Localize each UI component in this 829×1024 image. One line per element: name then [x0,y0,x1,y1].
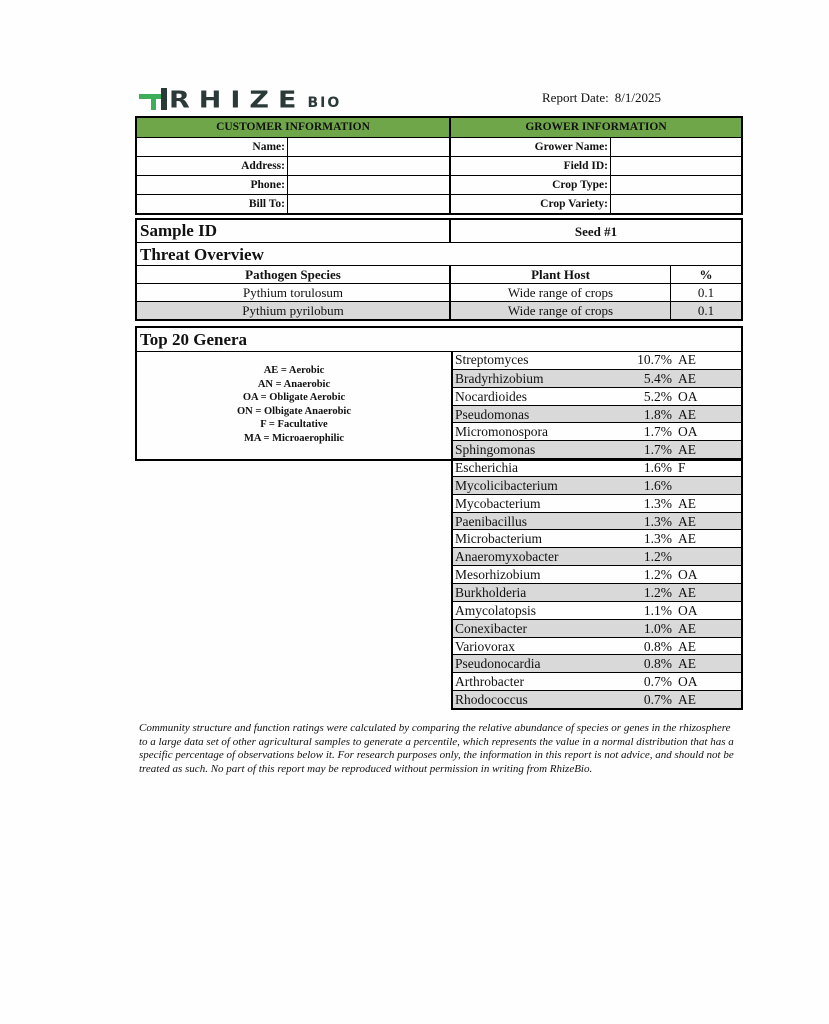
genus-percent: 0.7% [643,692,672,708]
genus-oxygen-type: F [678,460,686,476]
genus-percent: 5.2% [643,388,672,404]
legend-item: ON = Olbigate Anaerobic [237,405,351,417]
legend-item: MA = Microaerophilic [243,432,345,444]
genus-oxygen-type: AE [678,370,696,386]
grower-heading: GROWER INFORMATION [525,121,667,133]
genera-row [453,619,741,637]
plant-host: Wide range of crops [451,284,671,301]
genera-row [453,422,741,440]
genus-percent: 5.4% [643,370,672,386]
phone-label: Phone: [137,176,288,194]
logo-sub: BIO [307,95,342,111]
genus-oxygen-type: AE [678,531,696,547]
genus-oxygen-type: AE [678,495,696,511]
genus-percent: 10.7% [637,352,672,367]
genus-oxygen-type: OA [678,602,698,618]
genus-oxygen-type: AE [678,584,696,600]
genera-row [453,547,741,565]
genus-name: Bradyrhizobium [455,370,544,386]
name-label: Name: [137,138,288,156]
crop-variety-label: Crop Variety: [451,195,611,213]
genus-oxygen-type: AE [678,352,696,367]
genus-oxygen-type [672,548,678,565]
genus-name: Mesorhizobium [455,567,541,583]
genus-oxygen-type: AE [678,513,696,529]
genus-percent: 1.3% [643,513,672,529]
genus-oxygen-type: AE [678,406,696,422]
crop-type-label: Crop Type: [451,176,611,194]
genus-percent: 1.3% [643,495,672,511]
genera-row [453,583,741,601]
genus-oxygen-type: OA [678,567,698,583]
genus-name: Rhodococcus [455,692,528,708]
genus-percent: 0.8% [643,638,672,654]
genera-row [453,369,741,387]
genus-name: Mycolicibacterium [455,477,558,493]
genus-name: Nocardioides [455,388,527,404]
genus-name: Pseudomonas [455,406,530,422]
genus-percent: 0.8% [643,656,672,672]
report-date-value: 8/1/2025 [614,90,662,105]
plant-host: Wide range of crops [451,302,671,319]
top-genera-title: Top 20 Genera [137,328,741,352]
legend-item: OA = Obligate Aerobic [242,392,346,403]
grower-name-value [611,138,741,156]
threat-row [137,302,741,319]
info-header-row [137,118,741,137]
customer-grower-table [135,116,743,215]
genus-oxygen-type: AE [678,656,696,672]
genus-oxygen-type: OA [678,388,698,404]
genus-name: Burkholderia [455,584,527,600]
genus-percent: 1.0% [643,620,672,636]
pathogen-species: Pythium pyrilobum [137,302,451,319]
genus-percent: 1.8% [643,406,672,422]
genus-percent: 1.2% [643,567,672,583]
genus-oxygen-type: AE [678,620,696,636]
pathogen-percent: 0.1 [697,285,715,300]
percent-header: % [699,267,713,282]
genus-name: Anaeromyxobacter [455,549,559,565]
legend-item: F = Facultative [260,419,328,430]
phone-value [288,176,451,194]
field-id-label: Field ID: [451,157,611,175]
threat-header-row [137,266,741,284]
genus-name: Sphingomonas [455,442,536,458]
report-date [542,90,661,106]
genera-row [453,654,741,672]
genus-name: Variovorax [455,638,515,654]
pathogen-percent: 0.1 [697,303,715,318]
bill-to-label: Bill To: [137,195,288,213]
info-row [137,175,741,194]
genera-list [451,351,743,710]
genera-row [453,637,741,655]
logo-text: RHIZE [169,87,306,114]
threat-table [135,218,743,321]
genus-name: Streptomyces [455,352,529,367]
info-row [137,156,741,175]
genus-name: Escherichia [455,460,518,476]
genus-name: Paenibacillus [455,513,527,529]
name-value [288,138,451,156]
genera-row [453,440,741,458]
crop-type-value [611,176,741,194]
genera-row [453,458,741,476]
genus-percent: 1.6% [643,460,672,476]
threat-row [137,284,741,302]
sample-id-value: Seed #1 [574,224,618,239]
genera-row [453,494,741,512]
plant-host-header: Plant Host [451,266,671,283]
field-id-value [611,157,741,175]
genus-name: Pseudonocardia [455,656,541,672]
genera-row [453,512,741,530]
genus-percent: 1.3% [643,531,672,547]
info-row [137,137,741,156]
genus-name: Micromonospora [455,424,548,440]
pathogen-species-header: Pathogen Species [137,266,451,283]
genus-oxygen-type: AE [678,638,696,654]
genus-name: Arthrobacter [455,674,524,690]
genus-name: Conexibacter [455,620,527,636]
genera-row [453,476,741,494]
genera-row [453,565,741,583]
grower-name-label: Grower Name: [451,138,611,156]
genus-name: Amycolatopsis [455,602,536,618]
legend-item: AE = Aerobic [263,365,325,376]
genus-oxygen-type: OA [678,424,698,440]
genus-percent: 1.7% [643,442,672,458]
genera-row [453,405,741,423]
disclaimer-footnote: Community structure and function ratings were calculated by comparing the relative abundance of species or genes in the rhizosphere to a large data set of other agricultural samples to generate a percentile, which represents the value in a normal distribution that has a specific percentage of observations below it. For research purposes only, the information in this report is not advice, and should not be treated as such. No part of this report may be reproduced without permission in writing from RhizeBio. [139,722,734,775]
bill-to-value [288,195,451,213]
genus-percent: 1.6% [643,477,672,493]
genus-percent: 1.2% [643,549,672,565]
address-label: Address: [137,157,288,175]
genus-name: Microbacterium [455,531,542,547]
threat-overview-title: Threat Overview [137,243,741,266]
oxygen-legend [137,364,451,445]
genera-row [453,529,741,547]
genera-row [453,690,741,708]
genera-row [453,601,741,619]
legend-item: AN = Anaerobic [257,378,331,390]
crop-variety-value [611,195,741,213]
pathogen-species: Pythium torulosum [137,284,451,301]
genera-row [453,672,741,690]
genera-row [453,351,741,369]
genus-name: Mycobacterium [455,495,541,511]
address-value [288,157,451,175]
report-date-label: Report Date: [542,90,609,105]
customer-heading: CUSTOMER INFORMATION [137,118,451,137]
info-row [137,194,741,213]
genus-oxygen-type: OA [678,674,698,690]
genera-row [453,387,741,405]
sample-id-label: Sample ID [137,220,451,242]
sample-id-row [137,220,741,243]
genus-oxygen-type: AE [678,442,696,458]
genus-oxygen-type [672,477,678,494]
genus-percent: 1.7% [643,424,672,440]
genus-percent: 1.2% [643,584,672,600]
genus-percent: 0.7% [643,674,672,690]
rhize-bio-logo [139,84,342,114]
genus-percent: 1.1% [643,602,672,618]
genus-oxygen-type: AE [678,692,696,708]
